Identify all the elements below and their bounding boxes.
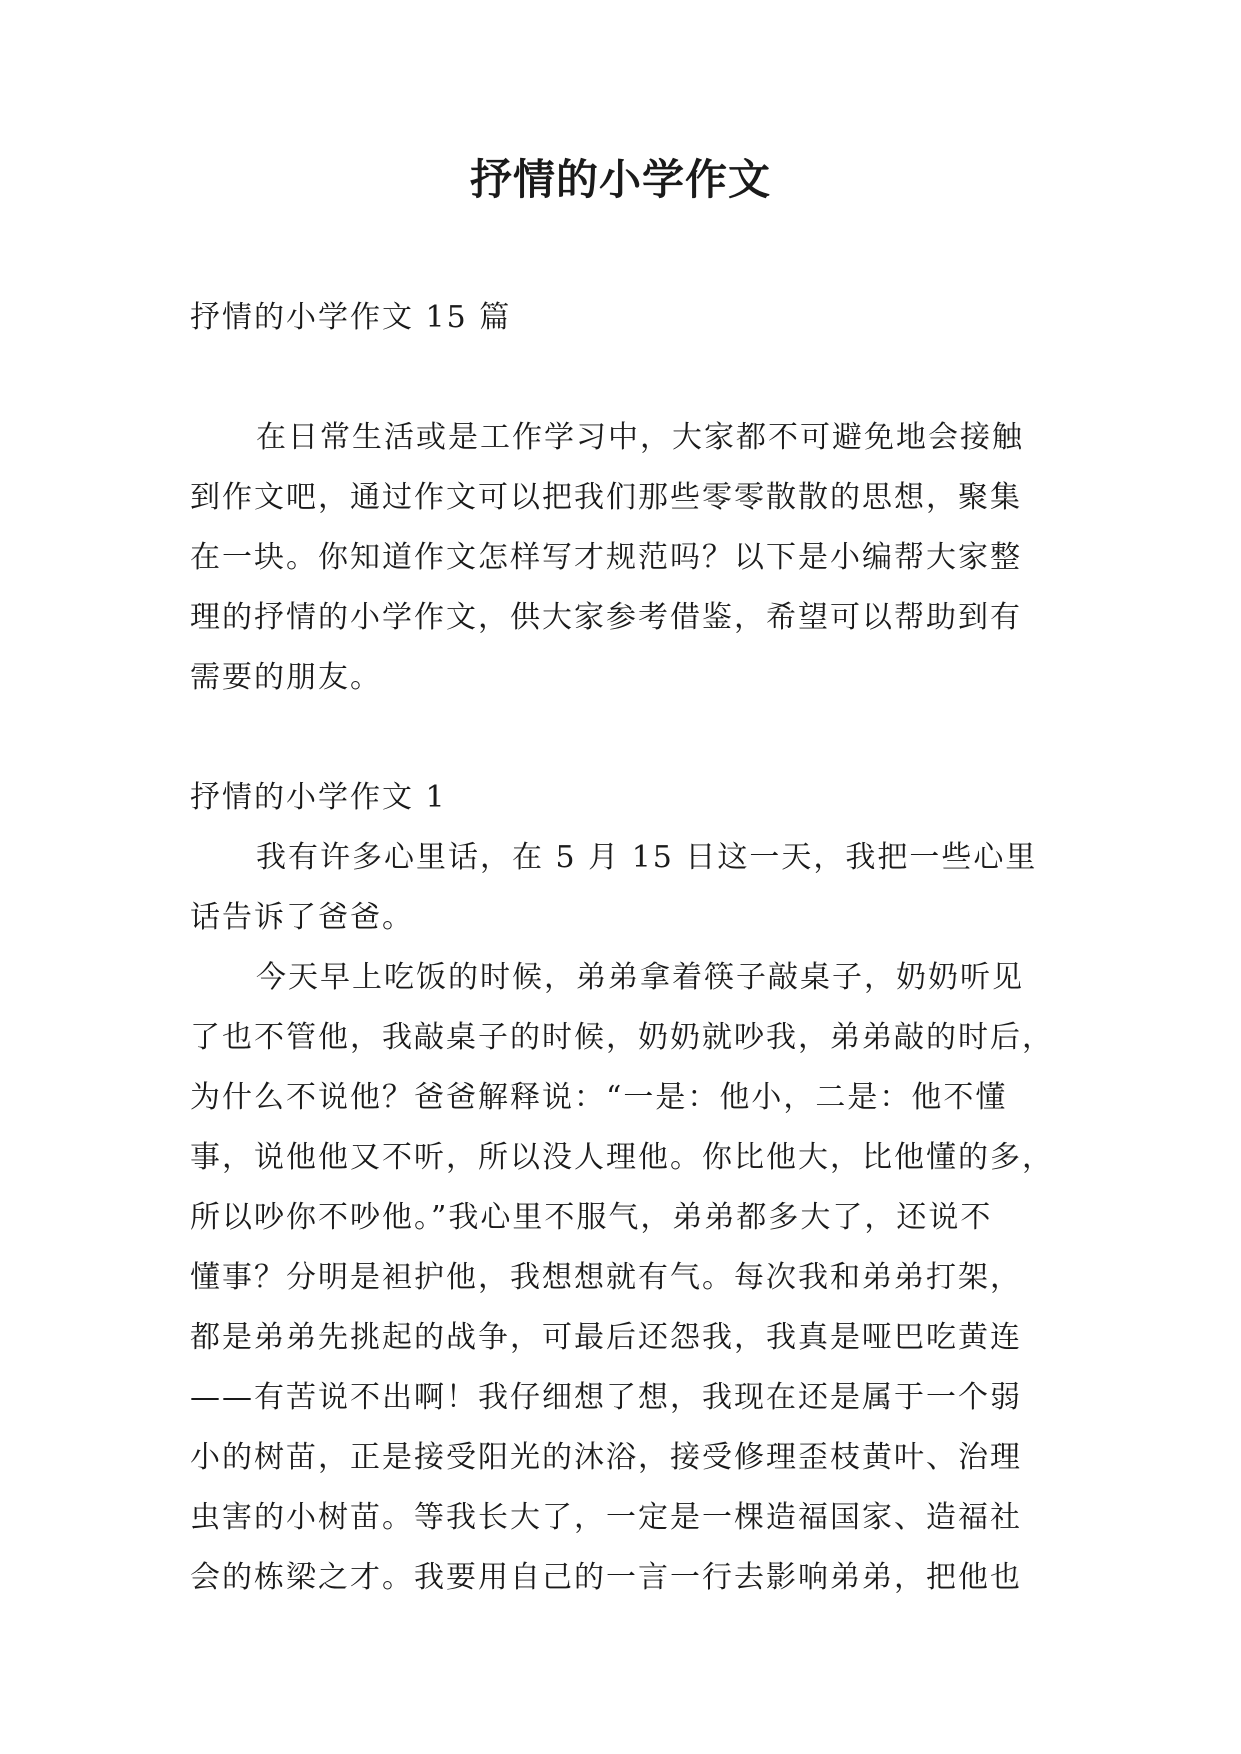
paragraph-line: 虫害的小树苗。等我长大了，一定是一棵造福国家、造福社 <box>190 1500 1022 1535</box>
paragraph-line: 事，说他他又不听，所以没人理他。你比他大，比他懂的多， <box>190 1140 1054 1175</box>
paragraph-line: ——有苦说不出啊！我仔细想了想，我现在还是属于一个弱 <box>190 1380 1022 1415</box>
paragraph-line: 今天早上吃饭的时候，弟弟拿着筷子敲桌子，奶奶听见 <box>256 960 1024 995</box>
paragraph-line: 所以吵你不吵他。”我心里不服气，弟弟都多大了，还说不 <box>190 1200 993 1235</box>
paragraph-line: 小的树苗，正是接受阳光的沐浴，接受修理歪枝黄叶、治理 <box>190 1440 1022 1475</box>
intro-line: 在日常生活或是工作学习中，大家都不可避免地会接触 <box>256 420 1024 455</box>
paragraph-line: 话告诉了爸爸。 <box>190 900 414 935</box>
paragraph-line: 了也不管他，我敲桌子的时候，奶奶就吵我，弟弟敲的时后， <box>190 1020 1054 1055</box>
document-title: 抒情的小学作文 <box>469 155 771 204</box>
document-subtitle: 抒情的小学作文 15 篇 <box>190 300 512 335</box>
paragraph-line: 会的栋梁之才。我要用自己的一言一行去影响弟弟，把他也 <box>190 1560 1022 1595</box>
intro-line: 在一块。你知道作文怎样写才规范吗？以下是小编帮大家整 <box>190 540 1022 575</box>
paragraph-line: 为什么不说他？爸爸解释说：“一是：他小，二是：他不懂 <box>190 1080 1008 1115</box>
intro-line: 需要的朋友。 <box>190 660 382 695</box>
paragraph-line: 我有许多心里话，在 5 月 15 日这一天，我把一些心里 <box>256 840 1038 875</box>
paragraph-1 <box>190 828 1050 948</box>
intro-line: 到作文吧，通过作文可以把我们那些零零散散的思想，聚集 <box>190 480 1022 515</box>
paragraph-line: 懂事？分明是袒护他，我想想就有气。每次我和弟弟打架， <box>190 1260 1022 1295</box>
intro-paragraph <box>190 408 1050 708</box>
paragraph-2 <box>190 948 1054 1608</box>
intro-line: 理的抒情的小学作文，供大家参考借鉴，希望可以帮助到有 <box>190 600 1022 635</box>
document-body <box>190 288 1054 1608</box>
paragraph-line: 都是弟弟先挑起的战争，可最后还怨我，我真是哑巴吃黄连 <box>190 1320 1022 1355</box>
section-heading: 抒情的小学作文 1 <box>190 780 447 815</box>
